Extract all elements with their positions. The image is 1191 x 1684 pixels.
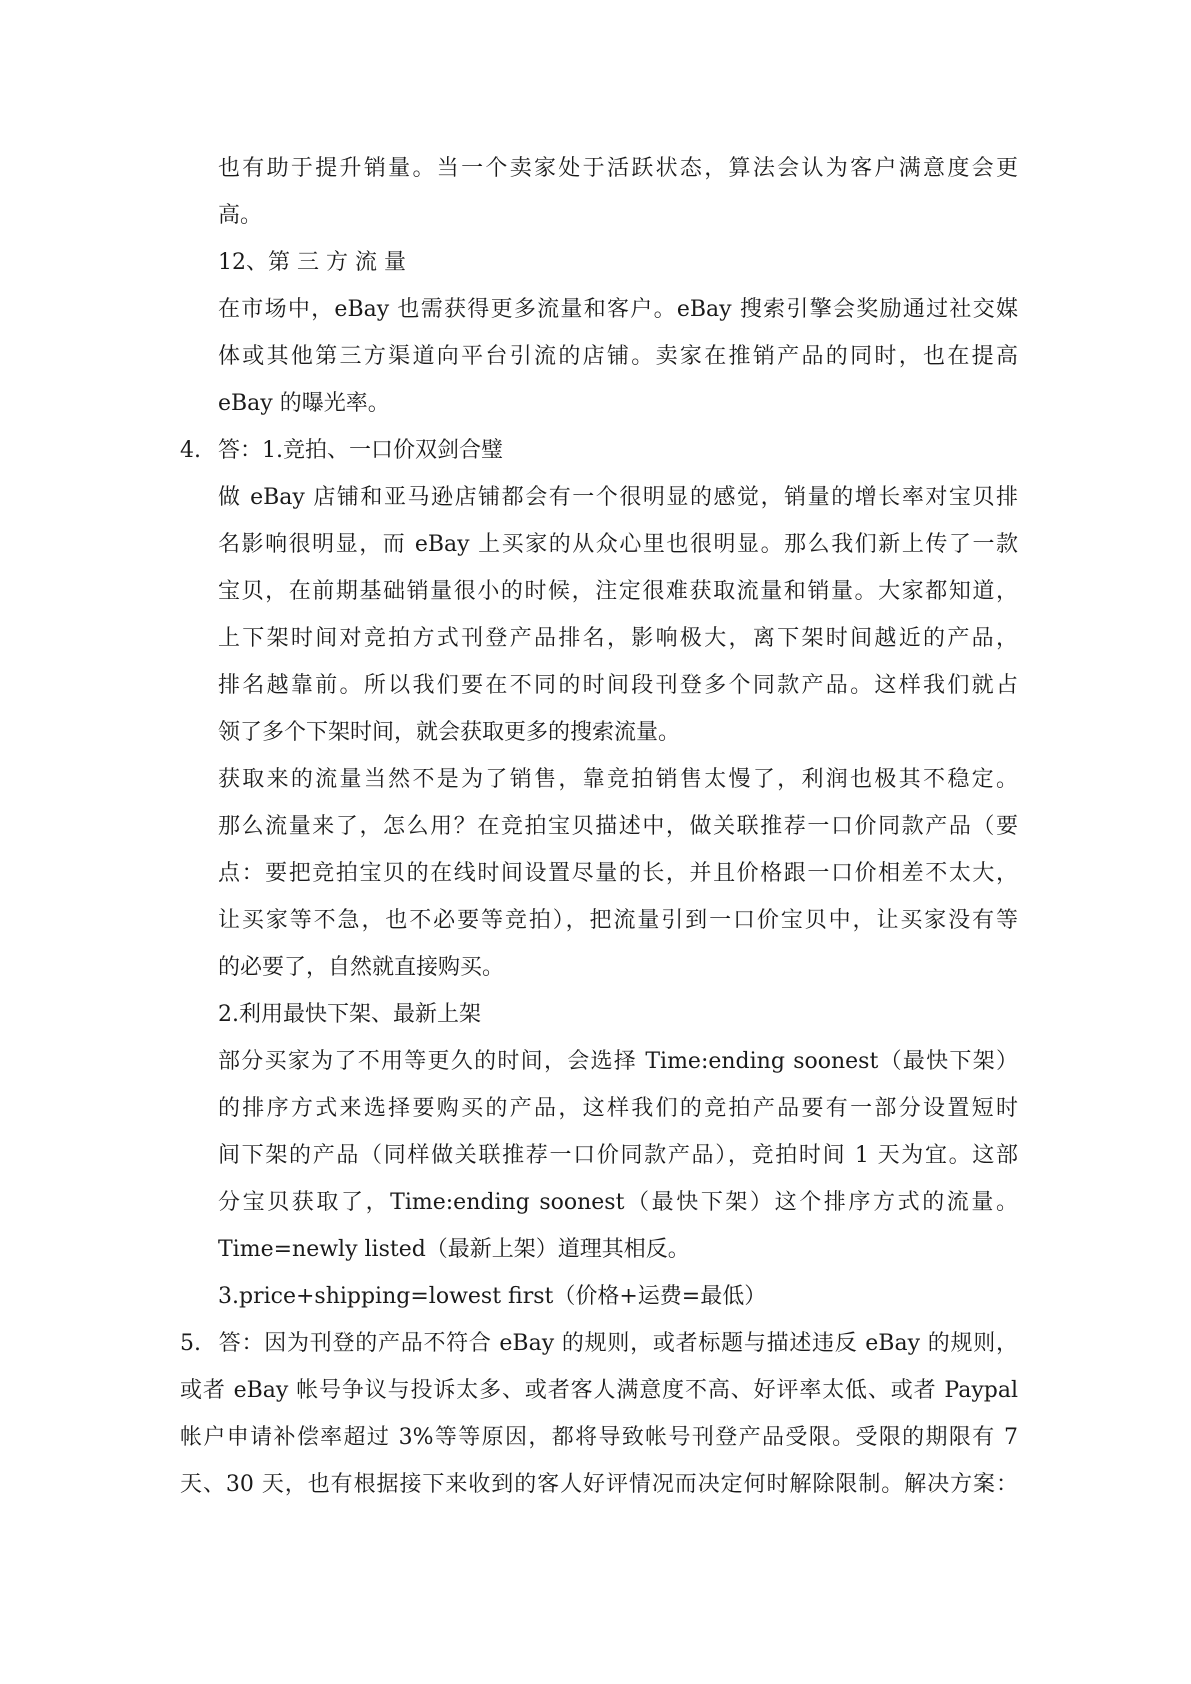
text-line: 获取来的流量当然不是为了销售，靠竞拍销售太慢了，利润也极其不稳定。 [218,767,1018,792]
text-line: 高。 [218,203,263,228]
text-line: 的排序方式来选择要购买的产品，这样我们的竞拍产品要有一部分设置短时 [218,1096,1018,1121]
sub-heading: 2.利用最快下架、最新上架 [218,1002,481,1027]
text-line: 分宝贝获取了，Time:ending soonest（最快下架）这个排序方式的流量。 [218,1190,1018,1215]
text-line: 的必要了，自然就直接购买。 [218,955,505,980]
text-line: 宝贝，在前期基础销量很小的时候，注定很难获取流量和销量。大家都知道， [218,579,1018,604]
answer-text: 答：1.竞拍、一口价双剑合璧 [218,438,503,463]
sub-heading: 3.price+shipping=lowest first（价格+运费=最低） [218,1284,767,1309]
text-line: 体或其他第三方渠道向平台引流的店铺。卖家在推销产品的同时，也在提高 [218,344,1018,369]
text-line: 排名越靠前。所以我们要在不同的时间段刊登多个同款产品。这样我们就占 [218,673,1018,698]
text-line: Time=newly listed（最新上架）道理其相反。 [218,1237,690,1262]
text-line: eBay 的曝光率。 [218,391,390,416]
text-line: 让买家等不急，也不必要等竞拍），把流量引到一口价宝贝中，让买家没有等 [218,908,1018,933]
section-heading: 12、第 三 方 流 量 [218,250,406,275]
answer-number: 4. [180,438,201,463]
text-line: 领了多个下架时间，就会获取更多的搜索流量。 [218,720,681,745]
text-line: 或者 eBay 帐号争议与投诉太多、或者客人满意度不高、好评率太低、或者 Paypal [180,1378,1018,1403]
text-line: 上下架时间对竞拍方式刊登产品排名，影响极大，离下架时间越近的产品， [218,626,1018,651]
answer-5-line [180,1320,1018,1367]
text-line: 做 eBay 店铺和亚马逊店铺都会有一个很明显的感觉，销量的增长率对宝贝排 [218,485,1018,510]
text-line: 名影响很明显，而 eBay 上买家的从众心里也很明显。那么我们新上传了一款 [218,532,1018,557]
text-line: 间下架的产品（同样做关联推荐一口价同款产品），竞拍时间 1 天为宜。这部 [218,1143,1018,1168]
text-line: 也有助于提升销量。当一个卖家处于活跃状态，算法会认为客户满意度会更 [218,156,1018,181]
text-line: 部分买家为了不用等更久的时间，会选择 Time:ending soonest（最快下架） [218,1049,1018,1074]
document-body [180,145,1018,1508]
text-line: 在市场中，eBay 也需获得更多流量和客户。eBay 搜索引擎会奖励通过社交媒 [218,297,1018,322]
text-line: 点：要把竞拍宝贝的在线时间设置尽量的长，并且价格跟一口价相差不太大， [218,861,1018,886]
text-line: 那么流量来了，怎么用？在竞拍宝贝描述中，做关联推荐一口价同款产品（要 [218,814,1018,839]
text-line: 帐户申请补偿率超过 3%等等原因，都将导致帐号刊登产品受限。受限的期限有 7 [180,1425,1018,1450]
text-line: 天、30 天，也有根据接下来收到的客人好评情况而决定何时解除限制。解决方案： [180,1472,1018,1497]
answer-text: 答：因为刊登的产品不符合 eBay 的规则，或者标题与描述违反 eBay 的规则， [218,1331,1018,1356]
answer-number: 5. [180,1331,201,1356]
answer-4-line [180,427,1018,474]
